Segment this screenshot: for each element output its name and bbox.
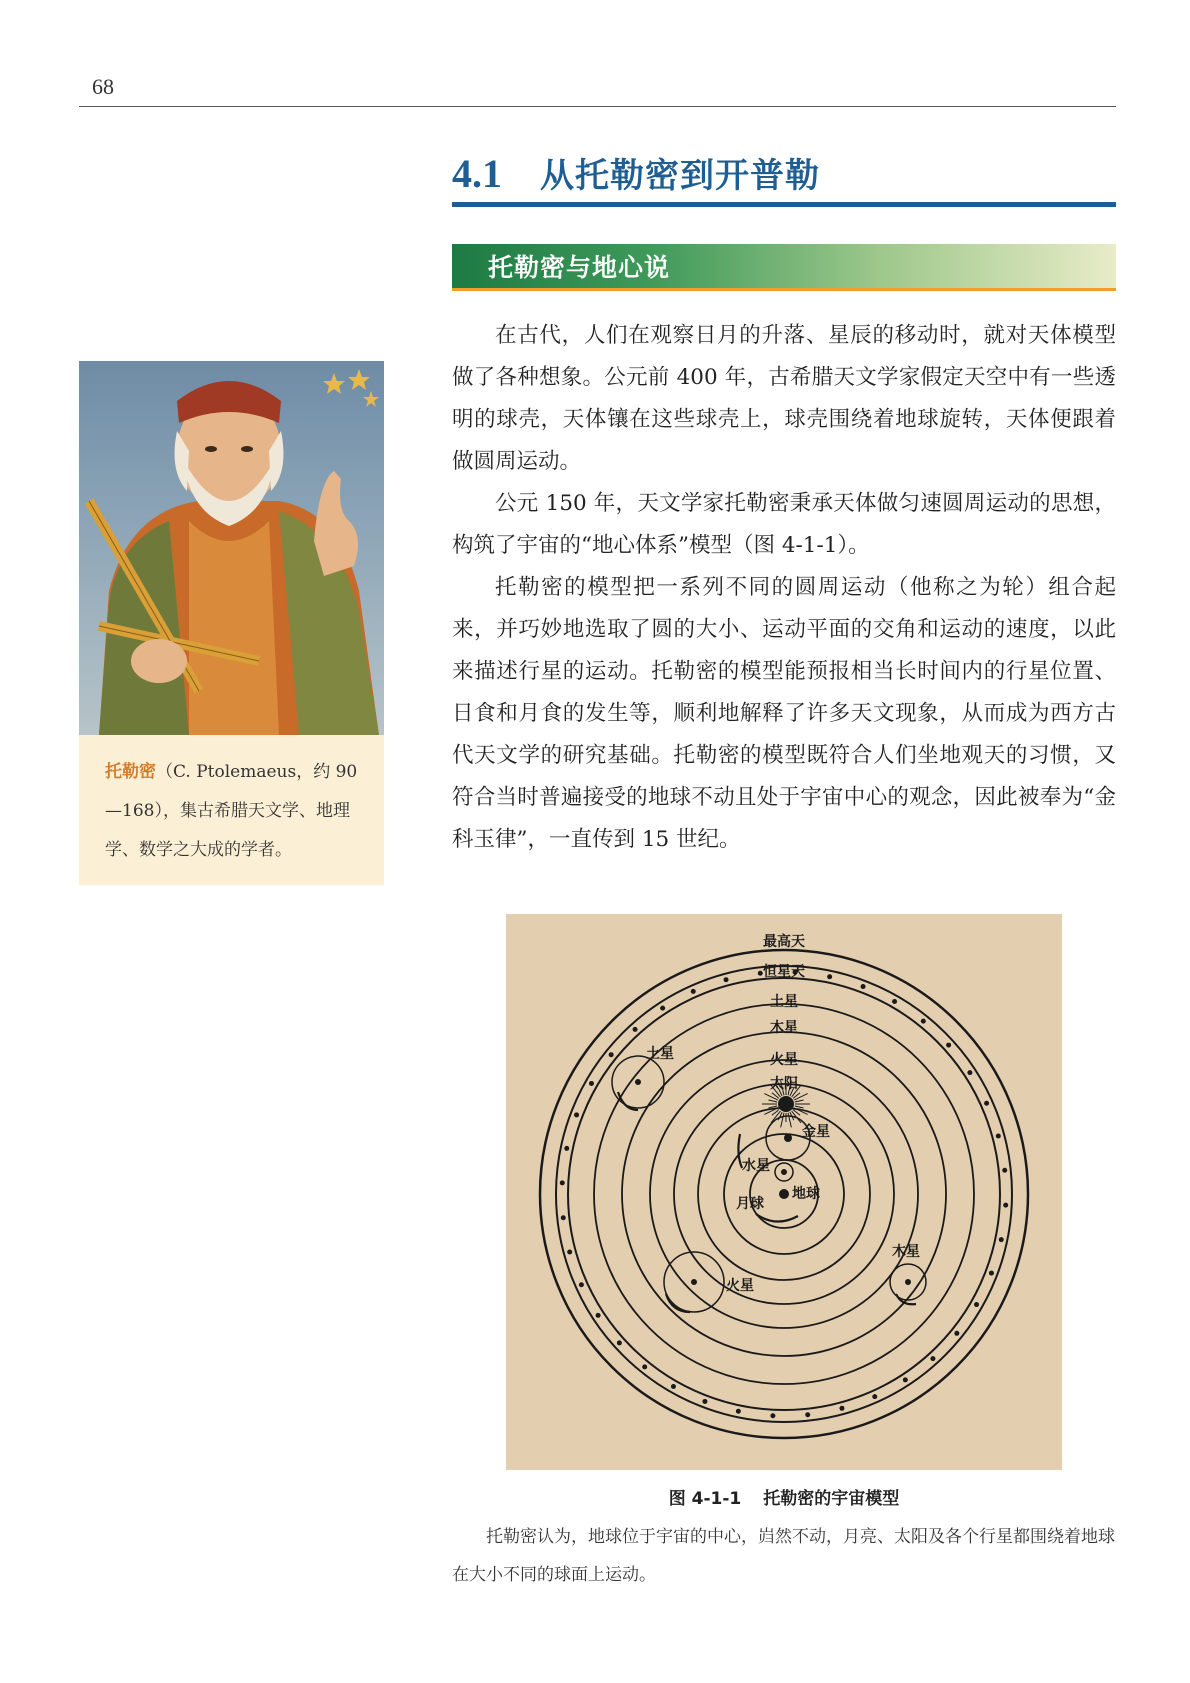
portrait-caption-text: （C. Ptolemaeus，约 90—168），集古希腊天文学、地理学、数学之大成的学者。	[105, 762, 358, 860]
section-heading	[452, 148, 1116, 197]
label-mars-sphere: 火星	[770, 1052, 798, 1068]
portrait-caption	[105, 753, 370, 870]
page-number: 68	[92, 74, 114, 99]
geocentric-diagram	[506, 914, 1062, 1470]
label-sun: 太阳	[770, 1076, 798, 1092]
header-rule	[79, 106, 1116, 107]
ptolemy-portrait	[79, 361, 384, 735]
label-jupiter-sphere: 木星	[770, 1020, 798, 1036]
label-venus: 金星	[802, 1124, 830, 1140]
ptolemy-illustration	[79, 361, 384, 735]
section-title: 从托勒密到开普勒	[540, 156, 820, 196]
label-jupiter-epicycle: 木星	[892, 1244, 920, 1260]
label-mars-epicycle: 火星	[726, 1278, 754, 1294]
section-number: 4.1	[452, 151, 502, 196]
earth-icon	[779, 1189, 789, 1199]
subsection-title: 托勒密与地心说	[488, 253, 671, 282]
body-text	[452, 315, 1116, 861]
label-fixed-stars: 恒星天	[763, 964, 805, 980]
figure-title	[452, 1484, 1116, 1509]
geocentric-model-figure	[506, 914, 1062, 1470]
figure-title-text: 托勒密的宇宙模型	[763, 1489, 900, 1509]
section-rule	[452, 202, 1116, 207]
figure-caption: 托勒密认为，地球位于宇宙的中心，岿然不动，月亮、太阳及各个行星都围绕着地球在大小不同的球面上运动。	[452, 1527, 1115, 1585]
label-saturn-sphere: 土星	[770, 994, 798, 1010]
label-saturn-epicycle: 土星	[646, 1046, 674, 1062]
portrait-name: 托勒密	[105, 762, 156, 782]
paragraph: 在古代，人们在观察日月的升落、星辰的移动时，就对天体模型做了各种想象。公元前 400 年，古希腊天文学家假定天空中有一些透明的球壳，天体镶在这些球壳上，球壳围绕着地球旋转，天体便跟着做圆周运动。	[452, 323, 1116, 474]
label-moon: 月球	[736, 1196, 764, 1212]
figure-number: 图 4-1-1	[668, 1489, 742, 1509]
label-earth: 地球	[792, 1186, 820, 1202]
label-mercury: 水星	[742, 1158, 770, 1174]
label-highest-heaven: 最高天	[763, 934, 805, 950]
sun-icon	[778, 1096, 794, 1112]
paragraph: 托勒密的模型把一系列不同的圆周运动（他称之为轮）组合起来，并巧妙地选取了圆的大小、运动平面的交角和运动的速度，以此来描述行星的运动。托勒密的模型能预报相当长时间内的行星位置、日食和月食的发生等，顺利地解释了许多天文现象，从而成为西方古代天文学的研究基础。托勒密的模型既符合人们坐地观天的习惯，又符合当时普遍接受的地球不动且处于宇宙中心的观念，因此被奉为“金科玉律”，一直传到 15 世纪。	[452, 575, 1116, 852]
portrait-card	[79, 361, 384, 885]
star-icon	[323, 369, 379, 407]
paragraph: 公元 150 年，天文学家托勒密秉承天体做匀速圆周运动的思想，构筑了宇宙的“地心体系”模型（图 4-1-1）。	[452, 491, 1116, 558]
subsection-banner	[452, 244, 1116, 291]
